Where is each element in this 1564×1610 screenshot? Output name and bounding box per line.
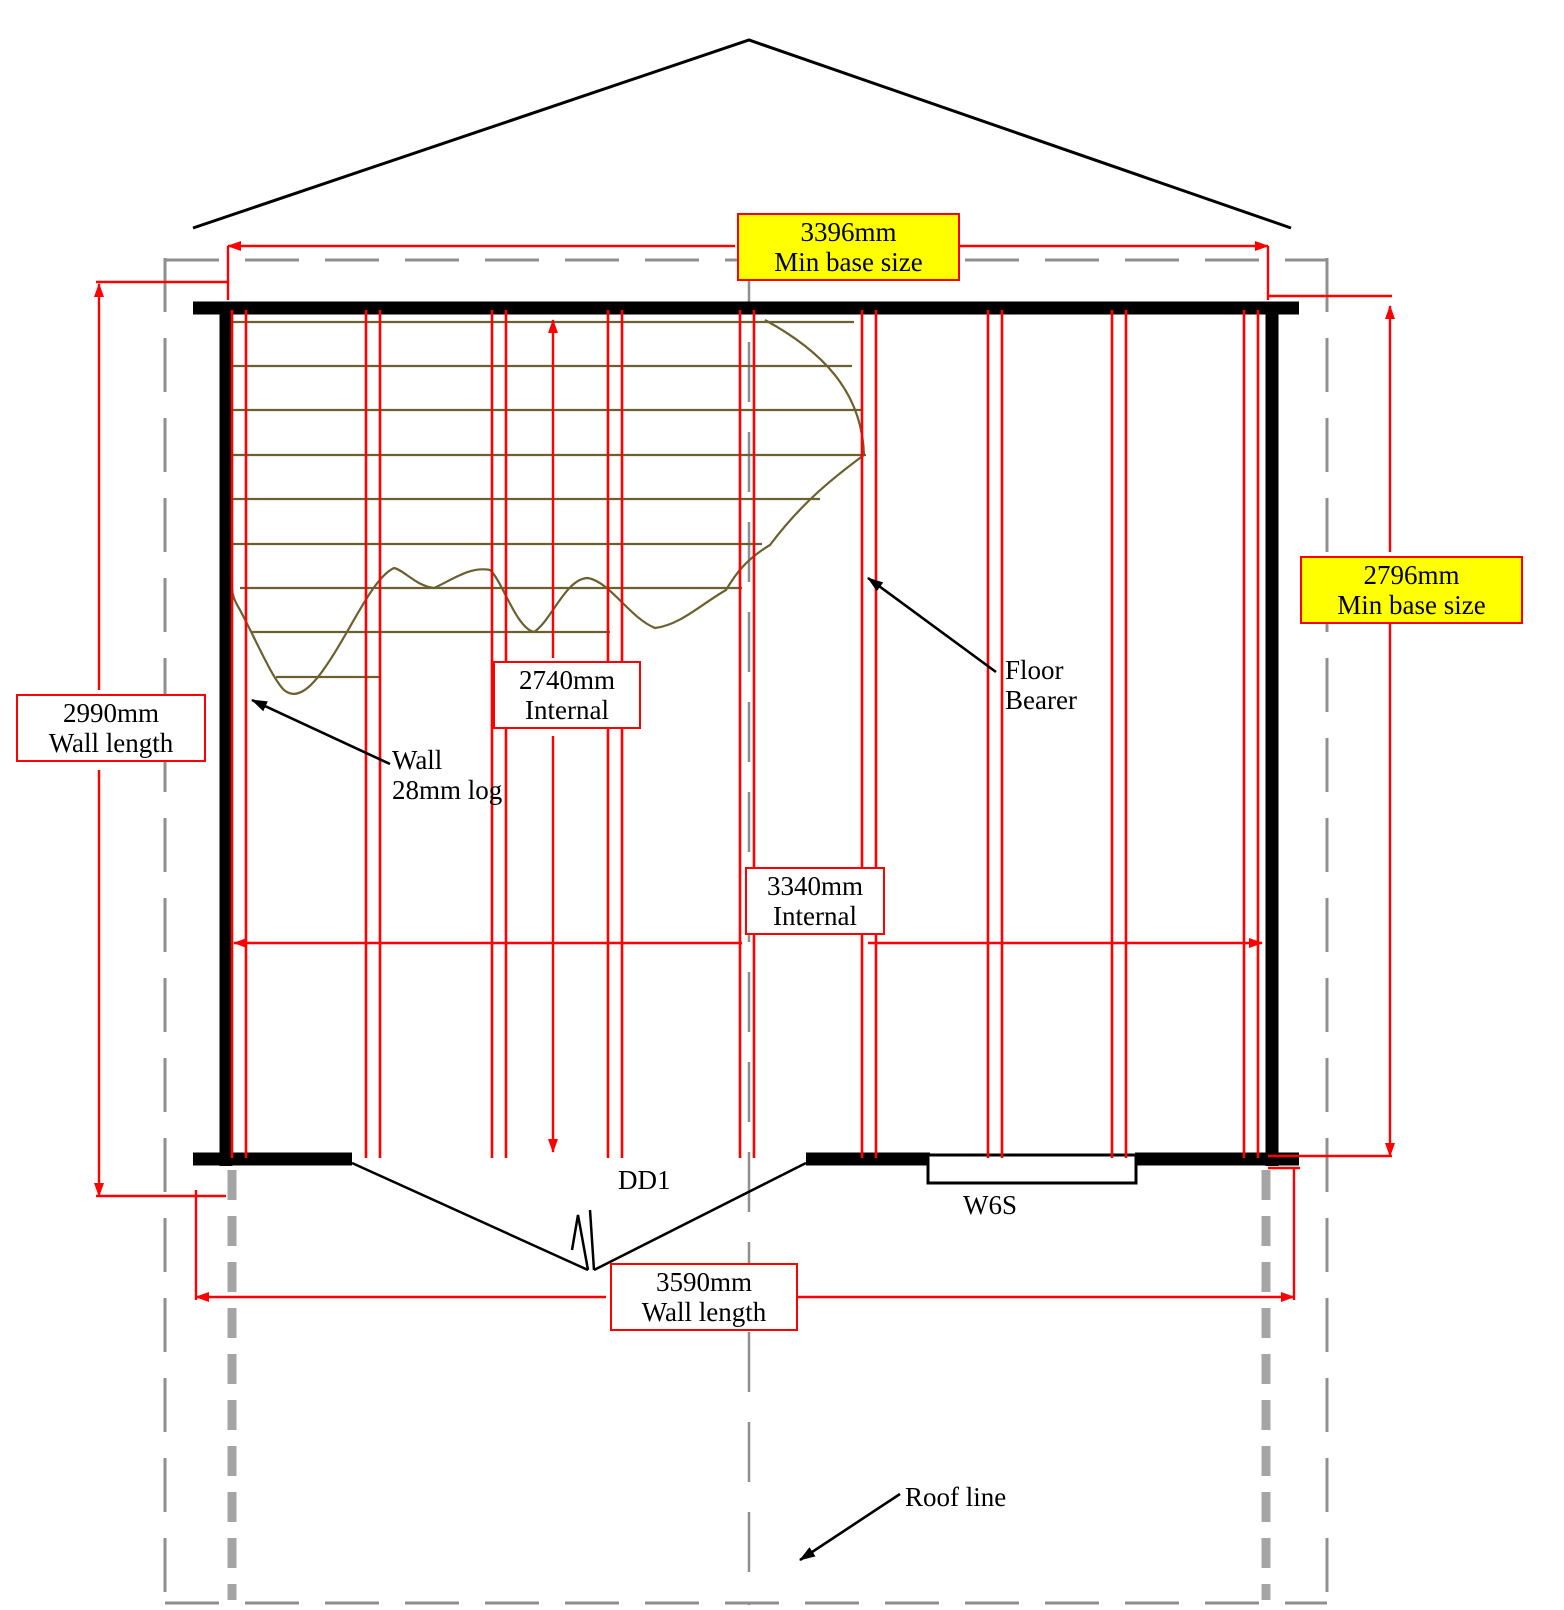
annotation-line: 2990mm	[62, 698, 159, 728]
annotation-line: 3396mm	[800, 217, 897, 247]
annotation-line: W6S	[963, 1190, 1017, 1220]
annotation-line: 2740mm	[518, 665, 615, 695]
dimension-lines	[96, 246, 1392, 1300]
door-dd1-swing	[352, 1163, 806, 1270]
annotation-internal-width	[745, 867, 885, 935]
annotation-window-w6s	[963, 1190, 1053, 1220]
cabin-walls	[193, 302, 1299, 1166]
annotation-line: Roof line	[905, 1482, 1007, 1512]
annotation-line: Wall	[392, 745, 443, 775]
annotation-line: DD1	[618, 1165, 671, 1195]
annotation-line: Min base size	[774, 247, 923, 278]
annotation-line: 3340mm	[766, 871, 863, 901]
floor-bearers	[232, 310, 1258, 1158]
annotation-line: Wall length	[641, 1297, 767, 1328]
annotation-min-base-depth	[1300, 556, 1523, 624]
annotation-line: Internal	[773, 901, 857, 932]
annotation-door-dd1	[618, 1165, 698, 1195]
annotation-line: Floor	[1005, 655, 1064, 685]
annotation-line: 2796mm	[1363, 560, 1460, 590]
annotation-roof-line	[905, 1482, 1055, 1512]
annotation-line: Wall length	[48, 728, 174, 759]
annotation-wall-length-left	[16, 694, 206, 762]
window-w6s	[928, 1155, 1136, 1183]
annotation-line: 3590mm	[655, 1267, 752, 1297]
annotation-min-base-width	[737, 213, 960, 281]
annotation-wall-log	[392, 745, 572, 805]
annotation-internal-depth	[493, 661, 641, 729]
annotation-line: Bearer	[1005, 685, 1077, 716]
roof-apex-lines	[193, 40, 1291, 228]
annotation-line: 28mm log	[392, 775, 503, 806]
annotation-line: Min base size	[1337, 590, 1486, 621]
annotation-wall-length-bottom	[610, 1263, 798, 1331]
log-shading	[232, 320, 866, 694]
annotation-line: Internal	[525, 695, 609, 726]
annotation-floor-bearer	[1005, 655, 1145, 715]
